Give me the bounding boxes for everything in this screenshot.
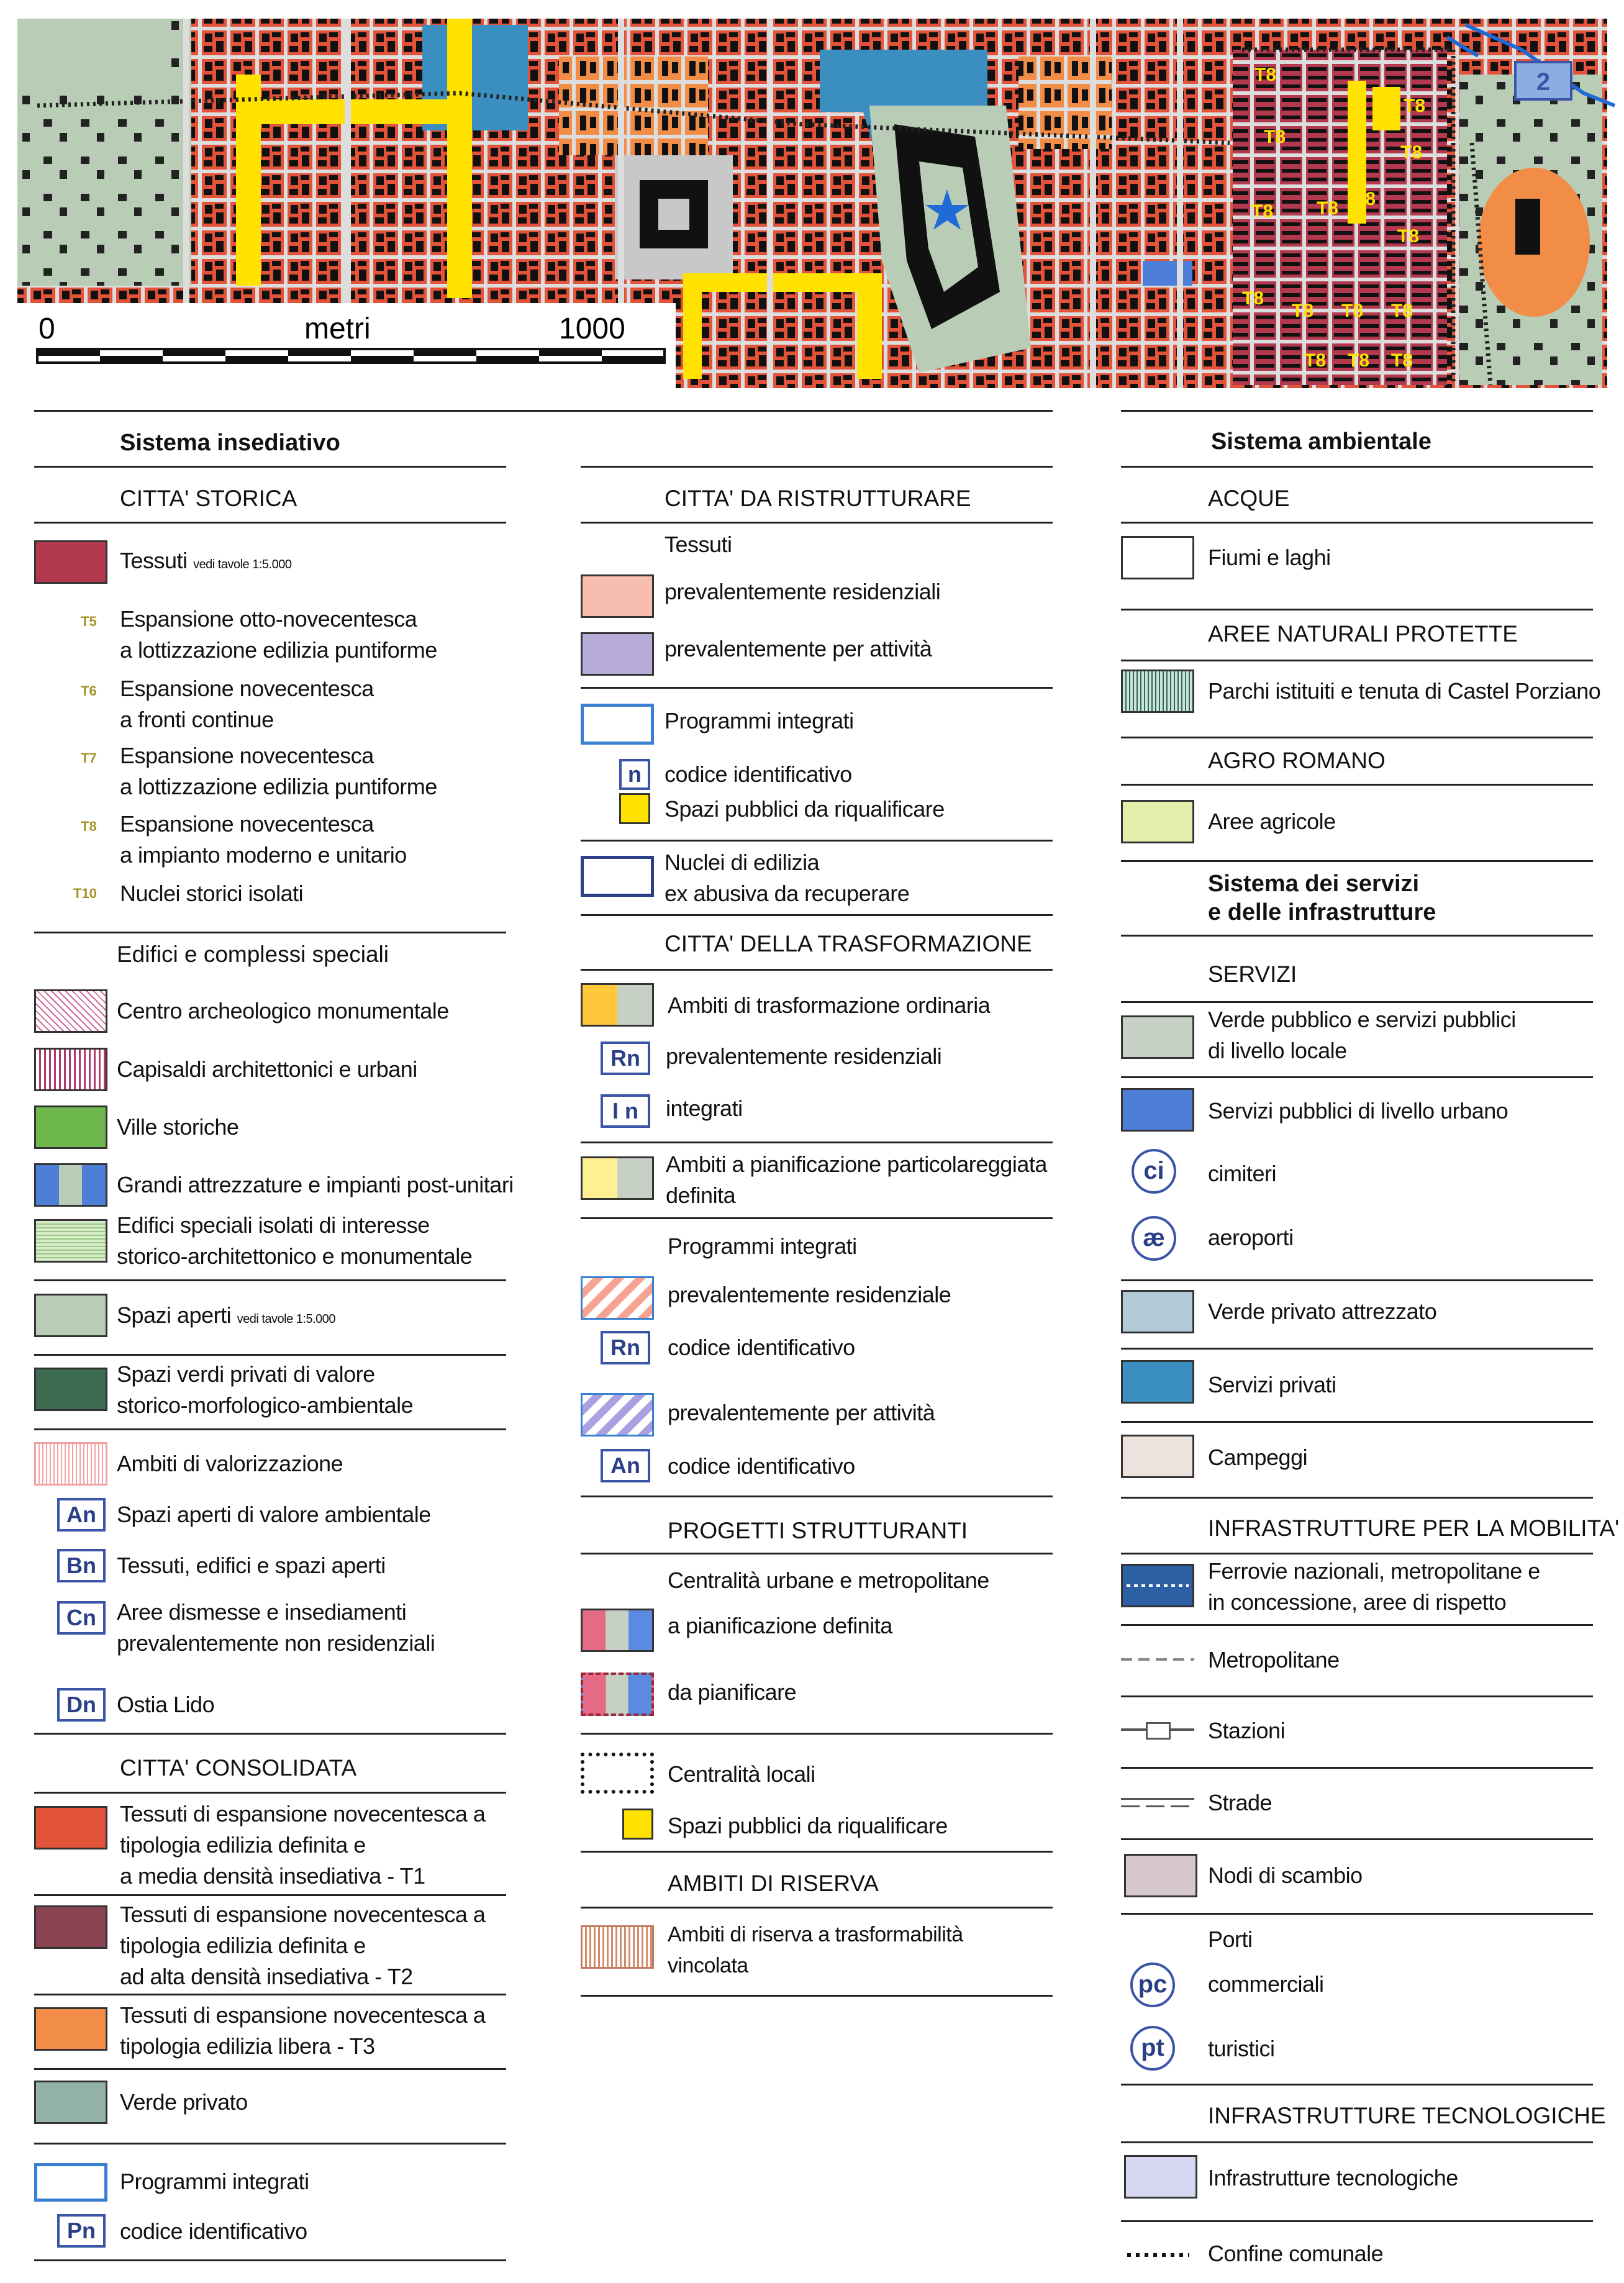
label-confine: Confine comunale — [1208, 2241, 1384, 2266]
label-t7: Espansione novecentesca a lottizzazione edilizia puntiforme — [120, 743, 437, 799]
label-turistici: turistici — [1208, 2036, 1275, 2061]
code-t6: T6 — [81, 683, 97, 699]
confine-icon — [1127, 2253, 1189, 2257]
section-title-insediativo: Sistema insediativo — [120, 430, 340, 456]
swatch-programmi-rist — [581, 704, 654, 745]
label-verde-pubblico: Verde pubblico e servizi pubblici di livello locale — [1208, 1007, 1516, 1063]
label-riserva: Ambiti di riserva a trasformabilità vincolata — [668, 1923, 963, 1977]
label-ferrovie: Ferrovie nazionali, metropolitane e in concessione, aree di rispetto — [1208, 1558, 1540, 1615]
subsection-ristrutturare: CITTA' DA RISTRUTTURARE — [665, 486, 971, 511]
label-verde-privato: Verde privato — [120, 2089, 248, 2115]
subsection-progetti: PROGETTI STRUTTURANTI — [668, 1518, 968, 1543]
swatch-nuclei — [581, 856, 654, 897]
label-nuclei: Nuclei di edilizia ex abusiva da recuperare — [665, 850, 910, 906]
label-ambiti-ord: Ambiti di trasformazione ordinaria — [668, 992, 991, 1018]
t8-label: T8 — [1251, 201, 1274, 222]
label-tessuti-rist: Tessuti — [665, 532, 732, 557]
label-prev-res: prevalentemente residenziali — [665, 579, 941, 604]
label-rn: prevalentemente residenziali — [666, 1043, 942, 1069]
code-an: An — [57, 1498, 106, 1532]
t8-label: T8 — [1391, 301, 1413, 321]
label-servizi-privati: Servizi privati — [1208, 1372, 1336, 1397]
swatch-spazi-pubblici — [619, 793, 650, 824]
label-spazi-pubblici2: Spazi pubblici da riqualificare — [668, 1813, 948, 1838]
sheet-number: 2 — [1536, 68, 1551, 96]
swatch-parchi — [1121, 669, 1194, 713]
t8-label: T8 — [1292, 301, 1314, 321]
label-rn2: codice identificativo — [668, 1335, 855, 1360]
swatch-infra-tecno — [1124, 2155, 1197, 2199]
label-spazi-pubblici: Spazi pubblici da riqualificare — [665, 796, 945, 822]
label-edifici-isolati: Edifici speciali isolati di interesse storico-architettonico e monumentale — [117, 1212, 473, 1269]
swatch-tessuti-storica — [34, 540, 107, 584]
label-fiumi: Fiumi e laghi — [1208, 545, 1331, 570]
porti-commerciali-icon: pc — [1130, 1963, 1175, 2007]
label-verde-privato-attr: Verde privato attrezzato — [1208, 1299, 1437, 1324]
swatch-campeggi — [1121, 1435, 1194, 1478]
subsection-acque: ACQUE — [1208, 486, 1290, 511]
t8-label: T8 — [1304, 350, 1327, 371]
swatch-servizi-privati — [1121, 1360, 1194, 1404]
swatch-verde-privato — [34, 2081, 107, 2124]
aeroporti-icon: æ — [1132, 1216, 1176, 1261]
section-title-servizi: Sistema dei servizi e delle infrastrutture — [1208, 871, 1436, 925]
swatch-verde-pubblico — [1121, 1015, 1194, 1059]
t8-label: T8 — [1341, 301, 1364, 321]
label-t10: Nuclei storici isolati — [120, 881, 304, 906]
scale-unit: metri — [304, 312, 371, 345]
cimiteri-icon: ci — [1132, 1149, 1176, 1194]
label-ambiti-val: Ambiti di valorizzazione — [117, 1451, 343, 1476]
label-programmi-rist: Programmi integrati — [665, 708, 854, 733]
swatch-pian-def — [581, 1609, 654, 1652]
swatch-prev-res — [581, 574, 654, 618]
label-strade: Strade — [1208, 1790, 1272, 1815]
swatch-prev-att — [581, 632, 654, 676]
code-rn: Rn — [601, 1042, 650, 1075]
swatch-ferrovie — [1121, 1564, 1194, 1607]
label-centralita: Centralità urbane e metropolitane — [668, 1568, 989, 1593]
label-t3: Tessuti di espansione novecentesca a tipologia edilizia libera - T3 — [120, 2002, 486, 2059]
code-pn: Pn — [57, 2214, 106, 2248]
label-commerciali: commerciali — [1208, 1971, 1324, 1997]
code-in: I n — [601, 1094, 650, 1128]
scale-bar — [17, 303, 676, 388]
swatch-ambiti-val — [34, 1442, 107, 1486]
t8-label: T8 — [1397, 226, 1420, 247]
t8-label: T8 — [1264, 127, 1286, 147]
code-t10: T10 — [73, 886, 97, 901]
swatch-centro-arch — [34, 989, 107, 1033]
label-porti: Porti — [1208, 1927, 1253, 1952]
label-parchi: Parchi istituiti e tenuta di Castel Porziano — [1208, 678, 1601, 704]
subsection-servizi: SERVIZI — [1208, 961, 1297, 987]
label-bn: Tessuti, edifici e spazi aperti — [117, 1553, 386, 1578]
swatch-servizi-urbani — [1121, 1088, 1194, 1132]
scale-max: 1000 — [559, 312, 625, 345]
swatch-centralita-locali — [581, 1753, 654, 1794]
t8-label: T8 — [1400, 142, 1423, 163]
label-dn: Ostia Lido — [117, 1692, 215, 1717]
swatch-fiumi — [1121, 536, 1194, 579]
label-prev-att2: prevalentemente per attività — [668, 1400, 935, 1425]
label-cn: Aree dismesse e insediamenti prevalentemente non residenziali — [117, 1599, 435, 1656]
swatch-spazi-pubblici2 — [622, 1809, 653, 1840]
metropolitane-icon — [1121, 1658, 1194, 1661]
label-spazi-aperti: Spazi aperti vedi tavole 1:5.000 — [117, 1302, 336, 1328]
label-centralita-locali: Centralità locali — [668, 1761, 815, 1787]
subsection-tecnologiche: INFRASTRUTTURE TECNOLOGICHE — [1208, 2103, 1606, 2128]
subsection-citta-consolidata: CITTA' CONSOLIDATA — [120, 1755, 357, 1781]
label-prev-att: prevalentemente per attività — [665, 636, 932, 661]
subsection-aree-naturali: AREE NATURALI PROTETTE — [1208, 621, 1518, 647]
code-dn: Dn — [57, 1688, 106, 1722]
label-infra-tecno: Infrastrutture tecnologiche — [1208, 2165, 1458, 2190]
swatch-verde-privato-attr — [1121, 1290, 1194, 1333]
label-da-pian: da pianificare — [668, 1679, 797, 1705]
zoning-map — [0, 0, 1624, 388]
code-an2: An — [601, 1449, 650, 1482]
code-t7: T7 — [81, 750, 97, 766]
stazioni-icon — [1121, 1720, 1194, 1739]
swatch-grandi — [34, 1163, 107, 1207]
label-an: Spazi aperti di valore ambientale — [117, 1502, 431, 1527]
subsection-mobilita: INFRASTRUTTURE PER LA MOBILITA' — [1208, 1515, 1620, 1541]
subsection-edifici-speciali: Edifici e complessi speciali — [117, 942, 389, 967]
code-t8: T8 — [81, 819, 97, 834]
t8-label: T8 — [1242, 288, 1264, 309]
swatch-capisaldi — [34, 1048, 107, 1091]
t8-label: T8 — [1317, 198, 1339, 219]
swatch-programmi — [34, 2163, 107, 2202]
label-ambiti-pian: Ambiti a pianificazione particolareggiata definita — [666, 1151, 1047, 1208]
swatch-prev-res2 — [581, 1276, 654, 1320]
swatch-riserva — [581, 1925, 654, 1969]
swatch-nodi — [1124, 1854, 1197, 1897]
label-metropolitane: Metropolitane — [1208, 1647, 1340, 1673]
t8-label: T8 — [1404, 96, 1426, 116]
swatch-t2 — [34, 1905, 107, 1949]
swatch-ambiti-ord — [581, 983, 654, 1027]
swatch-spazi-verdi — [34, 1368, 107, 1411]
label-programmi: Programmi integrati — [120, 2169, 309, 2194]
subsection-trasformazione: CITTA' DELLA TRASFORMAZIONE — [665, 931, 1032, 956]
label-capisaldi: Capisaldi architettonici e urbani — [117, 1056, 417, 1082]
label-grandi: Grandi attrezzature e impianti post-unitari — [117, 1172, 514, 1197]
subsection-riserva: AMBITI DI RISERVA — [668, 1871, 879, 1896]
label-t2: Tessuti di espansione novecentesca a tipologia edilizia definita e ad alta densità insediativa - T2 — [120, 1902, 486, 1989]
label-campeggi: Campeggi — [1208, 1445, 1308, 1470]
t8-label: T8 — [1254, 65, 1277, 85]
code-rn2: Rn — [601, 1331, 650, 1364]
porti-turistici-icon: pt — [1130, 2026, 1175, 2071]
label-servizi-urbani: Servizi pubblici di livello urbano — [1208, 1098, 1508, 1123]
t8-label: T8 — [1391, 350, 1413, 371]
label-stazioni: Stazioni — [1208, 1718, 1286, 1743]
label-t5: Espansione otto-novecentesca a lottizzazione edilizia puntiforme — [120, 606, 437, 663]
code-cn: Cn — [57, 1601, 106, 1635]
label-aree-agricole: Aree agricole — [1208, 809, 1336, 834]
label-prev-res2: prevalentemente residenziale — [668, 1282, 951, 1307]
scale-zero: 0 — [39, 312, 55, 345]
label-n: codice identificativo — [665, 761, 852, 787]
swatch-ambiti-pian — [581, 1156, 654, 1200]
label-pian-def: a pianificazione definita — [668, 1613, 892, 1638]
strade-icon — [1121, 1798, 1194, 1810]
swatch-spazi-aperti — [34, 1294, 107, 1337]
code-t5: T5 — [81, 614, 97, 629]
t8-label: T8 — [1354, 189, 1376, 209]
subsection-agro: AGRO ROMANO — [1208, 748, 1386, 773]
subsection-citta-storica: CITTA' STORICA — [120, 486, 297, 511]
swatch-da-pian — [581, 1673, 654, 1716]
label-in: integrati — [666, 1096, 743, 1121]
swatch-t3 — [34, 2007, 107, 2051]
label-programmi2: Programmi integrati — [668, 1233, 857, 1259]
label-nodi: Nodi di scambio — [1208, 1863, 1363, 1888]
label-tessuti: Tessuti vedi tavole 1:5.000 — [120, 548, 292, 573]
label-ville: Ville storiche — [117, 1114, 239, 1140]
label-pn: codice identificativo — [120, 2218, 307, 2244]
label-t1: Tessuti di espansione novecentesca a tipologia edilizia definita e a media densità insediativa - T1 — [120, 1801, 486, 1889]
swatch-t1 — [34, 1806, 107, 1850]
swatch-ville — [34, 1105, 107, 1149]
label-cimiteri: cimiteri — [1208, 1161, 1276, 1186]
swatch-aree-agricole — [1121, 800, 1194, 843]
code-n: n — [619, 759, 650, 790]
code-bn: Bn — [57, 1549, 106, 1582]
label-t6: Espansione novecentesca a fronti continue — [120, 676, 374, 732]
section-title-ambientale: Sistema ambientale — [1211, 429, 1431, 455]
swatch-edifici-isolati — [34, 1219, 107, 1263]
swatch-prev-att2 — [581, 1393, 654, 1437]
t8-label: T8 — [1348, 350, 1370, 371]
label-centro-arch: Centro archeologico monumentale — [117, 998, 449, 1023]
label-an2: codice identificativo — [668, 1453, 855, 1479]
label-spazi-verdi: Spazi verdi privati di valore storico-morfologico-ambientale — [117, 1361, 414, 1418]
label-t8: Espansione novecentesca a impianto moderno e unitario — [120, 811, 407, 868]
label-aeroporti: aeroporti — [1208, 1225, 1294, 1250]
